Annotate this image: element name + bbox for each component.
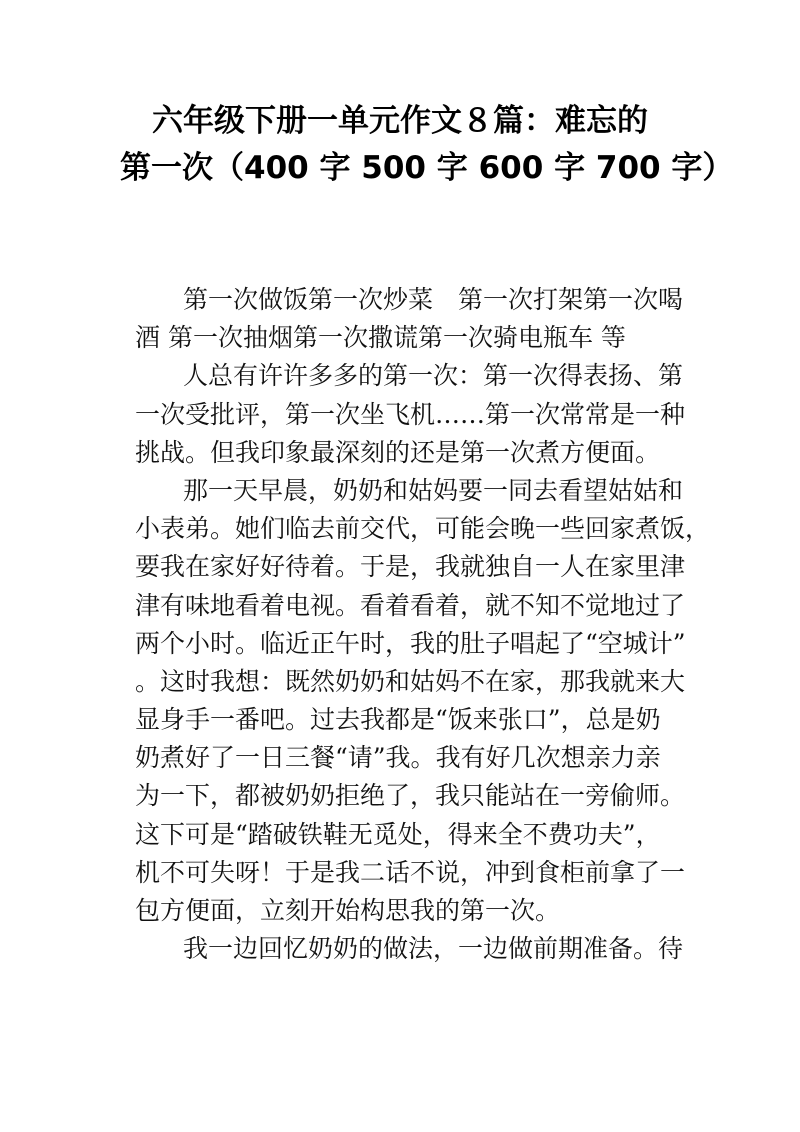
body-line: 那一天早晨，奶奶和姑妈要一同去看望姑姑和 [183,475,684,505]
body-line: 人总有许许多多的第一次：第一次得表扬、第 [183,361,684,391]
body-line: 为一下，都被奶奶拒绝了，我只能站在一旁偷师。 [135,781,686,811]
body-line: 酒 第一次抽烟第一次撒谎第一次骑电瓶车 等 [135,323,626,353]
body-line: 两个小时。临近正午时，我的肚子唱起了“空城计” [135,628,686,658]
body-line: 这下可是“踏破铁鞋无觅处，得来全不费功夫”， [135,819,661,849]
body-line: 包方便面，立刻开始构思我的第一次。 [135,896,561,925]
body-line: 机不可失呀！于是我二话不说，冲到食柜前拿了一 [135,857,686,887]
document-title [120,98,734,192]
body-line: 津有味地看着电视。看着看着，就不知不觉地过了 [135,590,686,620]
body-line: 显身手一番吧。过去我都是“饭来张口”，总是奶 [135,705,661,735]
body-line: 第一次做饭第一次炒菜 第一次打架第一次喝 [183,285,684,314]
body-line: 挑战。但我印象最深刻的还是第一次煮方便面。 [135,437,661,467]
title-line-2: 第一次（400 字 500 字 600 字 700 字） [120,150,734,186]
body-line: 小表弟。她们临去前交代，可能会晚一些回家煮饭， [135,514,711,544]
body-line: 要我在家好好待着。于是，我就独自一人在家里津 [135,552,686,582]
body-line: 一次受批评，第一次坐飞机……第一次常常是一种 [135,399,686,429]
document-body [135,281,711,968]
body-line: 奶煮好了一日三餐“请”我。我有好几次想亲力亲 [135,743,661,773]
body-line: 。这时我想：既然奶奶和姑妈不在家，那我就来大 [135,666,686,696]
title-line-1: 六年级下册一单元作文８篇：难忘的 [152,103,648,139]
body-line: 我一边回忆奶奶的做法，一边做前期准备。待 [183,934,684,964]
